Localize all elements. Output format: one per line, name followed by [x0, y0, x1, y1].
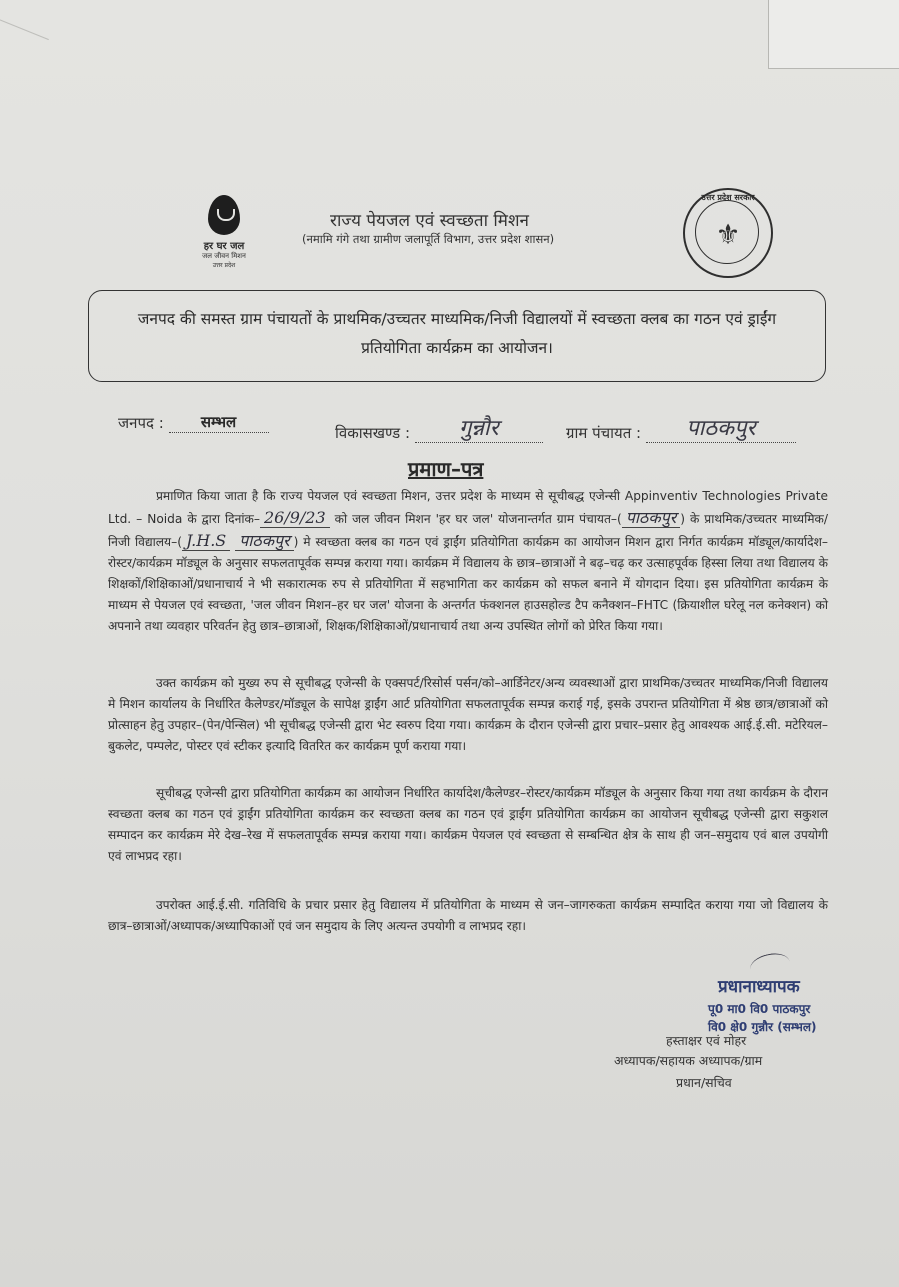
logo-line: हर घर जल: [203, 241, 245, 252]
block-value: गुन्नौर: [415, 412, 543, 443]
block-field: [335, 412, 543, 443]
para4-text: उपरोक्त आई.ई.सी. गतिविधि के प्रचार प्रसार हेतु विद्यालय में प्रतियोगिता के माध्यम से जन–जागरुकता कार्यक्रम सम्पादित कराया गया जो विद्यालय के छात्र–छात्राओं/अध्यापक/अध्यापिकाओं एवं जन समुदाय के लिए अत्यन्त उपयोगी व लाभप्रद रहा।: [108, 898, 828, 933]
topic-box: [88, 290, 826, 382]
district-label: जनपद :: [118, 414, 164, 432]
program-date: 26/9/23: [260, 508, 330, 528]
mission-title: राज्य पेयजल एवं स्वच्छता मिशन: [330, 211, 529, 231]
certificate-paragraph-3: [108, 783, 828, 867]
paper-corner: [768, 0, 899, 69]
certificate-paragraph-1: [108, 486, 828, 637]
certificate-paragraph-2: [108, 673, 828, 757]
topic-text: जनपद की समस्त ग्राम पंचायतों के प्राथमिक/उच्चतर माध्यमिक/निजी विद्यालयों में स्वच्छता क्लब का गठन एवं ड्राईंग प्रतियोगिता कार्यक्रम का आयोजन।: [137, 310, 777, 357]
signatory-roles-2: प्रधान/सचिव: [676, 1075, 732, 1090]
paper-crease: [0, 0, 56, 40]
para2-text: उक्त कार्यक्रम को मुख्य रुप से सूचीबद्ध एजेन्सी के एक्सपर्ट/रिसोर्स पर्सन/को–आर्डिनेटर/अन्य व्यवस्थाओं द्वारा प्राथमिक/उच्चतर माध्यमिक/निजी विद्यालय मे मिशन कार्यालय के निर्धारित कैलेण्डर/मॉड्यूल के सापेक्ष ड्राईंग आर्ट प्रतियोगिता सफलतापूर्वक सम्पन्न कराई गई, इसके उपरान्त प्रतियोगिता में श्रेष्ठ छात्र/छात्राओं को प्रोत्साहन हेतु उपहार–(पेन/पेन्सिल) भी सूचीबद्ध एजेन्सी द्वारा भेट स्वरुप दिया गया। कार्यक्रम के दौरान एजेन्सी द्वारा प्रचार–प्रसार हेतु आवश्यक आई.ई.सी. मटेरियल–बुकलेट, पम्पलेट, पोस्टर एवं स्टीकर इत्यादि वितरित कर कार्यक्रम पूर्ण कराया गया।: [108, 676, 828, 753]
para1-text-c: ) के प्राथमिक/उच्चतर माध्यमिक/निजी विद्यालय–(: [108, 512, 829, 549]
para1-text-a: प्रमाणित किया जाता है कि राज्य पेयजल एवं स्वच्छता मिशन, उत्तर प्रदेश के माध्यम से सूचीबद्ध एजेन्सी Appinventiv Technologies Private Ltd. – Noida के द्वारा दिनांक–: [108, 489, 828, 526]
stamp-school: पू0 मा0 वि0 पाठकपुर: [708, 1002, 811, 1016]
logo-line: उत्तर प्रदेश: [212, 262, 236, 269]
certificate-title: प्रमाण–पत्र: [408, 457, 484, 481]
stamp-area: वि0 क्षे0 गुन्नौर (सम्भल): [708, 1020, 817, 1034]
har-ghar-jal-logo: [190, 195, 258, 269]
headmaster-stamp: [708, 958, 858, 1038]
para3-text: सूचीबद्ध एजेन्सी द्वारा प्रतियोगिता कार्यक्रम का आयोजन निर्धारित कार्यादेश/कैलेण्डर–रोस्टर/कार्यक्रम मॉड्यूल के अनुसार किया गया तथा कार्यक्रम के दौरान स्वच्छता क्लब का गठन एवं ड्राईंग प्रतियोगिता कार्यक्रम कर स्वच्छता क्लब का गठन एवं ड्राईंग प्रतियोगिता कार्यक्रम का आयोजन सूचीबद्ध एजेन्सी द्वारा सकुशल सम्पादन कर कार्यक्रम मेरे देख–रेख में सफलतापूर्वक सम्पन्न कराया गया। कार्यक्रम पेयजल एवं स्वच्छता से सम्बन्धित क्षेत्र के साथ ही जन–समुदाय एवं बाल उपयोगी एवं लाभप्रद रहा।: [108, 786, 828, 863]
panchayat-field: [566, 412, 796, 443]
block-label: विकासखण्ड :: [335, 424, 411, 442]
para1-text-d: ) मे स्वच्छता क्लब का गठन एवं ड्राईंग प्रतियोगिता कार्यक्रम का आयोजन मिशन द्वारा निर्गत कार्यक्रम मॉड्यूल/कार्यादेश–रोस्टर/कार्यक्रम मॉड्यूल के अनुसार सफलतापूर्वक सम्पन्न कराया गया। कार्यक्रम में विद्यालय के छात्र–छात्राओं ने बढ़–चढ़ कर उत्साहपूर्वक हिस्सा लिया तथा विद्यालय के शिक्षकों/शिक्षिकाओं/प्रधानाचार्य ने भी सकारात्मक रुप से प्रतियोगिता में सहभागिता कर कार्यक्रम को सफल बनाने में योगदान दिया। इस प्रतियोगिता कार्यक्रम के माध्यम से पेयजल एवं स्वच्छता, 'जल जीवन मिशन–हर घर जल' योजना के अन्तर्गत फंक्शनल हाउसहोल्ड टैप कनैक्शन–FHTC (क्रियाशील घरेलू नल कनेक्शन) को अपनाने तथा व्यवहार परिवर्तन हेतु छात्र–छात्राओं, शिक्षक/शिक्षिकाओं/प्रधानाचार्य तथा अन्य उपस्थित लोगों को प्रेरित किया गया।: [108, 535, 828, 633]
school-village-handwritten: पाठकपुर: [235, 531, 293, 551]
panchayat-value: पाठकपुर: [646, 412, 796, 443]
certificate-paragraph-4: [108, 895, 828, 937]
gram-panchayat-handwritten: पाठकपुर: [622, 508, 680, 528]
stamp-title: प्रधानाध्यापक: [718, 977, 800, 997]
district-value: सम्भल: [169, 412, 269, 433]
logo-line: जल जीवन मिशन: [202, 252, 246, 260]
signature-label: हस्ताक्षर एवं मोहर: [666, 1033, 747, 1048]
school-name-handwritten: J.H.S: [182, 531, 230, 551]
mission-subtitle: (नमामि गंगे तथा ग्रामीण जलापूर्ति विभाग, उत्तर प्रदेश शासन): [302, 232, 555, 246]
up-government-emblem: [683, 188, 773, 278]
water-drop-icon: [208, 195, 240, 235]
district-field: [118, 412, 269, 433]
para1-text-b: को जल जीवन मिशन 'हर घर जल' योजनान्तर्गत ग्राम पंचायत–(: [334, 512, 622, 526]
panchayat-label: ग्राम पंचायत :: [566, 424, 642, 442]
emblem-text: उत्तर प्रदेश सरकार: [701, 193, 755, 202]
signatory-roles: अध्यापक/सहायक अध्यापक/ग्राम: [614, 1053, 763, 1068]
bow-arrow-fish-icon: ⚜: [715, 218, 741, 251]
